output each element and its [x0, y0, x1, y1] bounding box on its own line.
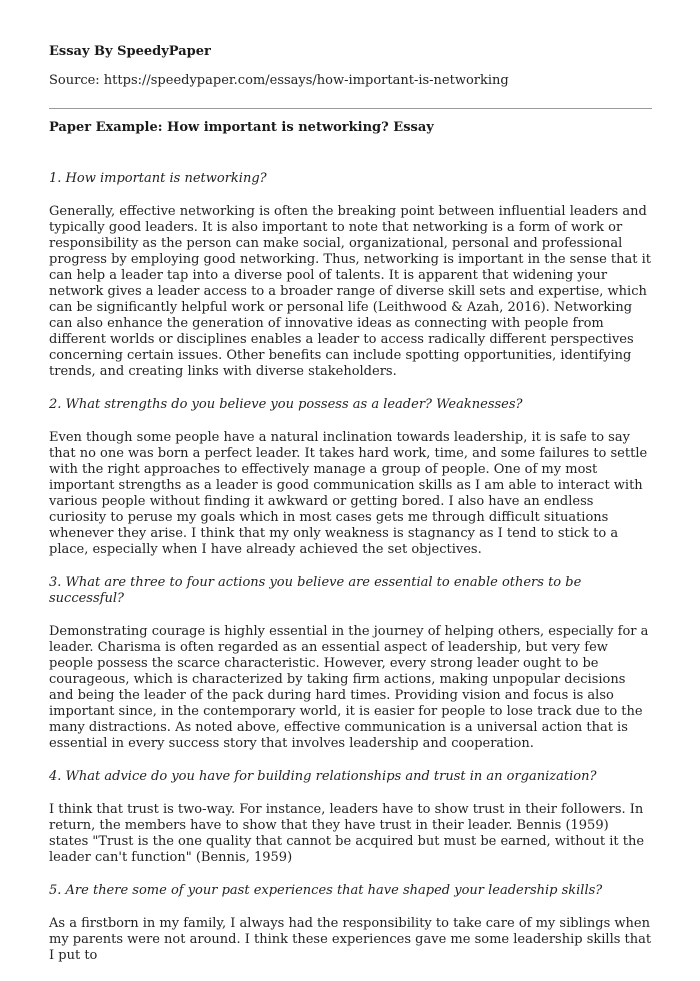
answer-1: Generally, effective networking is often the breaking point between influential leaders and typically good leaders. It is also important to note that networking is a form of work or responsibility as the person can make social, organizational, personal and professional progress by employing good networking. Thus, networking is important in the sense that it can help a leader tap into a diverse pool of talents. It is apparent that widening your network gives a leader access to a broader range of diverse skill sets and expertise, which can be significantly helpful work or personal life (Leithwood & Azah, 2016). Networking can also enhance the generation of innovative ideas as connecting with people from different worlds or disciplines enables a leader to access radically different perspectives concerning certain issues. Other benefits can include spotting opportunities, identifying trends, and creating links with diverse stakeholders.	[49, 204, 651, 379]
answer-2: Even though some people have a natural inclination towards leadership, it is safe to say that no one was born a perfect leader. It takes hard work, time, and some failures to settle with the right approaches to effectively manage a group of people. One of my most important strengths as a leader is good communication skills as I am able to interact with various people without finding it awkward or getting bored. I also have an endless curiosity to peruse my goals which in most cases gets me through difficult situations whenever they arise. I think that my only weakness is stagnancy as I tend to stick to a place, especially when I have already achieved the set objectives.	[49, 430, 648, 557]
section-5	[49, 883, 652, 964]
essay-brand: Essay By SpeedyPaper	[49, 44, 211, 59]
question-1: 1. How important is networking?	[49, 171, 267, 186]
paper-title: Paper Example: How important is networking? Essay	[49, 120, 434, 135]
question-4: 4. What advice do you have for building relationships and trust in an organization?	[49, 769, 597, 784]
question-5: 5. Are there some of your past experiences that have shaped your leadership skills?	[49, 883, 603, 898]
divider	[49, 108, 652, 109]
answer-3: Demonstrating courage is highly essential in the journey of helping others, especially for a leader. Charisma is often regarded as an essential aspect of leadership, but very few people possess the scarce characteristic. However, every strong leader ought to be courageous, which is characterized by taking firm actions, making unpopular decisions and being the leader of the pack during hard times. Providing vision and focus is also important since, in the contemporary world, it is easier for people to lose track due to the many distractions. As noted above, effective communication is a universal action that is essential in every success story that involves leadership and cooperation.	[49, 624, 649, 751]
question-3: 3. What are three to four actions you believe are essential to enable others to be successful?	[49, 575, 582, 606]
answer-4: I think that trust is two-way. For instance, leaders have to show trust in their followers. In return, the members have to show that they have trust in their leader. Bennis (1959) states "Trust is the one quality that cannot be acquired but must be earned, without it the leader can't function" (Bennis, 1959)	[49, 802, 645, 865]
section-3	[49, 575, 652, 752]
section-1	[49, 171, 652, 380]
section-4	[49, 769, 652, 866]
section-2	[49, 397, 652, 558]
essay-body	[49, 171, 652, 981]
answer-5: As a firstborn in my family, I always had the responsibility to take care of my siblings when my parents were not around. I think these experiences gave me some leadership skills that I put to	[49, 916, 652, 963]
question-2: 2. What strengths do you believe you possess as a leader? Weaknesses?	[49, 397, 523, 412]
source-url[interactable]: Source: https://speedypaper.com/essays/how-important-is-networking	[49, 73, 509, 88]
